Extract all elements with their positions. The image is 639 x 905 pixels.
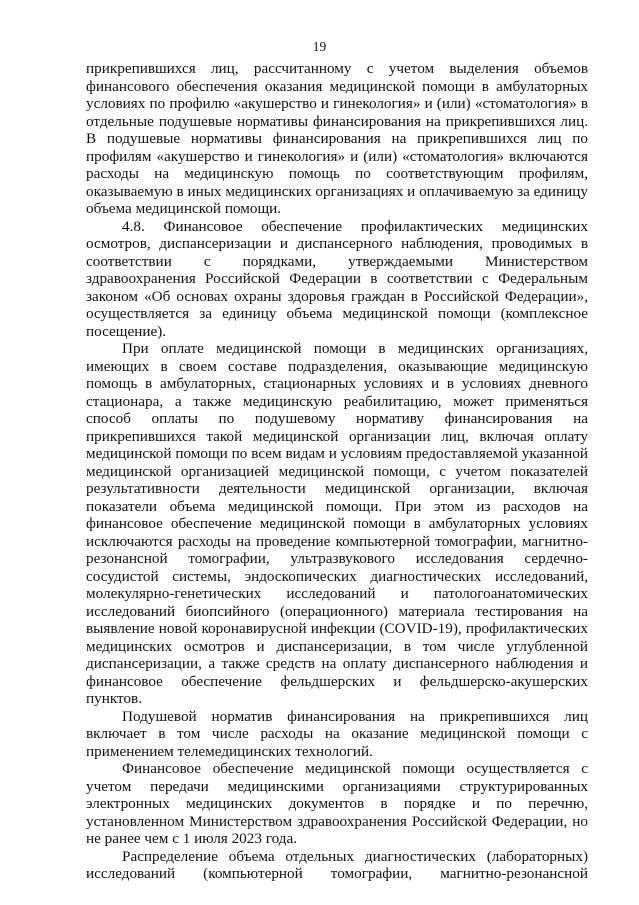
paragraph: Финансовое обеспечение медицинской помощи осуществляется с учетом передачи медицинскими организациями структурированных электронных медицинских документов в порядке и по перечню, установленном Министерством здравоохранения Российской Федерации, но не ранее чем с 1 июля 2023 года. — [86, 760, 588, 847]
paragraph: При оплате медицинской помощи в медицинских организациях, имеющих в своем составе подразделения, оказывающие медицинскую помощь в амбулаторных, стационарных условиях и в условиях дневного стационара, а также медицинскую реабилитацию, может применяться способ оплаты по подушевому нормативу финансирования на прикрепившихся такой медицинской организации лиц, включая оплату медицинской помощи по всем видам и условиям предоставляемой указанной медицинской организацией медицинской помощи, с учетом показателей результативности деятельности медицинской организации, включая показатели объема медицинской помощи. При этом из расходов на финансовое обеспечение медицинской помощи в амбулаторных условиях исключаются расходы на проведение компьютерной томографии, магнитно-резонансной томографии, ультразвукового исследования сердечно-сосудистой системы, эндоскопических диагностических исследований, молекулярно-генетических исследований и патологоанатомических исследований биопсийного (операционного) материала тестирования на выявление новой коронавирусной инфекции (COVID-19), профилактических медицинских осмотров и диспансеризации, в том числе углубленной диспансеризации, а также средств на оплату диспансерного наблюдения и финансовое обеспечение фельдшерских и фельдшерско-акушерских пунктов. — [86, 340, 588, 707]
paragraph: Подушевой норматив финансирования на прикрепившихся лиц включает в том числе расходы на оказание медицинской помощи с применением телемедицинских технологий. — [86, 707, 588, 760]
paragraph: 4.8. Финансовое обеспечение профилактических медицинских осмотров, диспансеризации и диспансерного наблюдения, проводимых в соответствии с порядками, утверждаемыми Министерством здравоохранения Российской Федерации в соответствии с Федеральным законом «Об основах охраны здоровья граждан в Российской Федерации», осуществляется за единицу объема медицинской помощи (комплексное посещение). — [86, 217, 588, 340]
document-body — [86, 60, 588, 883]
page-number: 19 — [312, 39, 327, 54]
paragraph: Распределение объема отдельных диагностических (лабораторных) исследований (компьютерной томографии, магнитно-резонансной — [86, 847, 588, 882]
paragraph: прикрепившихся лиц, рассчитанному с учетом выделения объемов финансового обеспечения оказания медицинской помощи в амбулаторных условиях по профилю «акушерство и гинекология» и (или) «стоматология» в отдельные подушевые нормативы финансирования на прикрепившихся лиц. В подушевые нормативы финансирования на прикрепившихся лиц по профилям «акушерство и гинекология» и (или) «стоматология» включаются расходы на медицинскую помощь по соответствующим профилям, оказываемую в иных медицинских организациях и оплачиваемую за единицу объема медицинской помощи. — [86, 60, 588, 217]
